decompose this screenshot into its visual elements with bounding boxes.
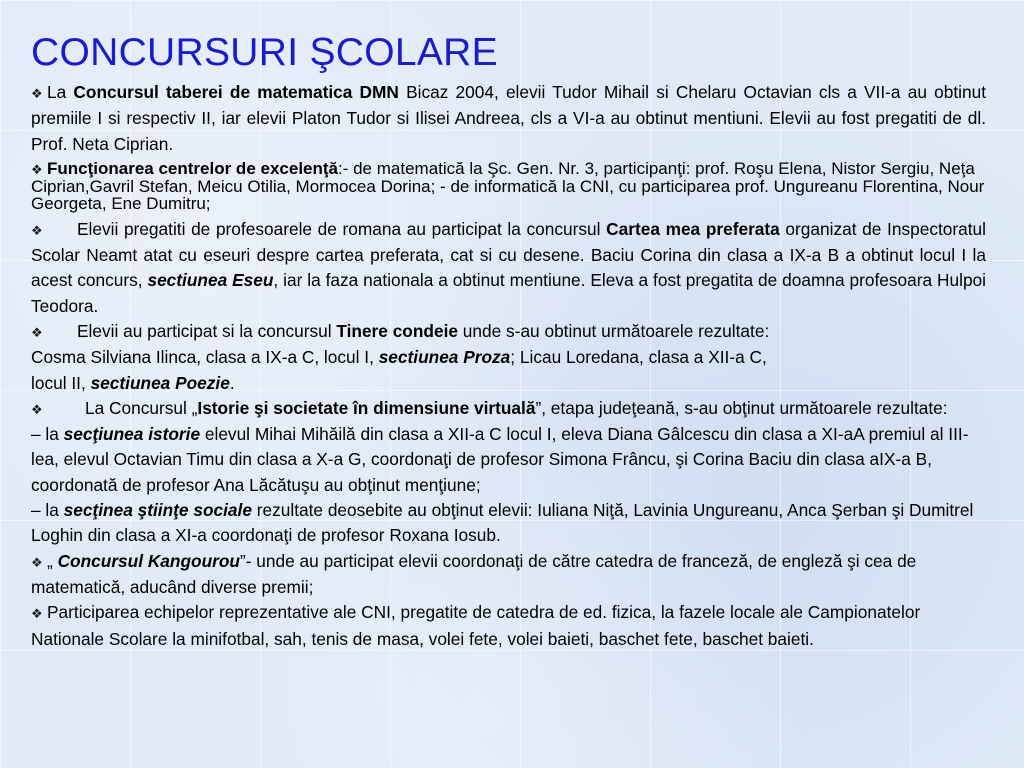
diamond-bullet-icon: ❖ xyxy=(31,554,43,570)
paragraph-cartea-mea: ❖ Elevii pregatiti de profesoarele de romana au participat la concursul Cartea mea preferata organizat de Inspectoratul Scolar Neamt atat cu eseuri despre cartea preferata, cat si cu desene. Baciu Corina din clasa a IX-a B a obtinut locul I la acest concurs, sectiunea Eseu, iar la faza nationala a obtinut mentiune. Eleva a fost pregatita de doamna profesoara Hulpoi Teodora. xyxy=(31,218,987,316)
slide xyxy=(31,30,986,652)
paragraph-centre-excelenta: ❖ Funcţionarea centrelor de excelenţă:- de matematică la Şc. Gen. Nr. 3, participanţi: prof. Roşu Elena, Nistor Sergiu, Neţa Ciprian,Gavril Stefan, Meicu Otilia, Mormocea Dorina; - de informatică la CNI, cu participarea prof. Ungureanu Florentina, Nour Georgeta, Ene Dumitru; xyxy=(31,158,985,214)
paragraph-sectiunea-istorie: – la secţiunea istorie elevul Mihai Mihăilă din clasa a XII-a C locul I, eleva Diana Gâlcescu din clasa a XI-aA premiul al III-lea, elevul Octavian Timu din clasa a X-a G, coordonaţi de profesor Simona Frâncu, şi Corina Baciu din clasa aIX-a B, coordonată de profesor Ana Lăcătuşu au obţinut menţiune; xyxy=(31,424,969,495)
slide-title: CONCURSURI ŞCOLARE xyxy=(31,31,498,74)
paragraph-stiinte-sociale: – la secţinea ştiinţe sociale rezultate deosebite au obţinut elevii: Iuliana Niţă, Lavinia Ungureanu, Anca Şerban şi Dumitrel Loghin din clasa a XI-a coordonaţi de profesor Roxana Iosub. xyxy=(31,500,974,546)
paragraph-tinere-condeie: ❖ Elevii au participat si la concursul Tinere condeie unde s-au obtinut următoarele rezultate: Cosma Silviana Ilinca, clasa a IX-a C, locul I, sectiunea Proza; Licau Loredana, clasa a XII-a C, locul II, sectiunea Poezie. xyxy=(31,320,770,393)
diamond-bullet-icon: ❖ xyxy=(31,86,43,101)
paragraph-istorie-societate: ❖ La Concursul „Istorie şi societate în dimensiune virtuală”, etapa judeţeană, s-au obţinut următoarele rezultate: xyxy=(31,396,986,422)
paragraph-kangourou: ❖ „ Concursul Kangourou”- unde au participat elevii coordonaţi de către catedra de franceză, de engleză şi cea de matematică, aducând diverse premii; xyxy=(31,550,917,597)
diamond-bullet-icon: ❖ xyxy=(31,161,43,177)
diamond-bullet-icon: ❖ xyxy=(31,222,43,238)
diamond-bullet-icon: ❖ xyxy=(31,324,43,340)
paragraph-campionate: ❖ Participarea echipelor reprezentative ale CNI, pregatite de catedra de ed. fizica, la fazele locale ale Campionatelor Nationale Scolare la minifotbal, sah, tenis de masa, volei fete, volei baieti, baschet fete, baschet baieti. xyxy=(31,602,921,649)
paragraph-dmn: ❖ La Concursul taberei de matematica DMN Bicaz 2004, elevii Tudor Mihail si Chelaru Octavian cls a VII-a au obtinut premiile I si respectiv II, iar elevii Platon Tudor si Ilisei Andreea, cls a VI-a au obtinut mentiuni. Elevii au fost pregatiti de dl. Prof. Neta Ciprian. xyxy=(31,82,986,154)
diamond-bullet-icon: ❖ xyxy=(31,606,43,622)
diamond-bullet-icon: ❖ xyxy=(31,401,43,417)
